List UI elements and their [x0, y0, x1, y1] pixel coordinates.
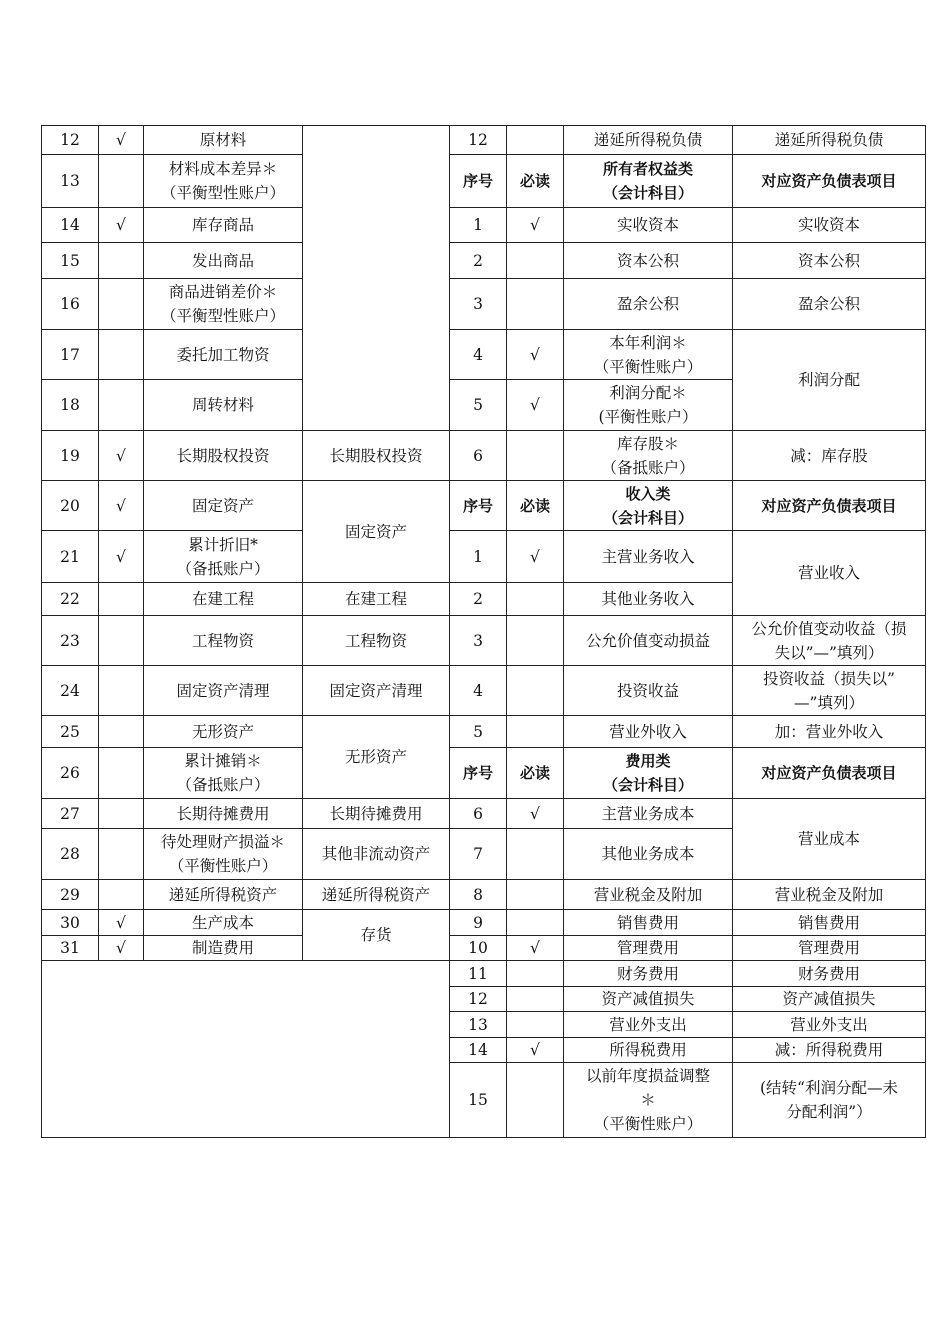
left-bs: 工程物资: [303, 616, 450, 666]
right-no: 7: [450, 829, 507, 880]
table-row: [42, 279, 926, 330]
right-no: 11: [450, 961, 507, 987]
right-name: 其他业务收入: [564, 583, 733, 616]
accounts-table-wrapper: [41, 125, 926, 1138]
left-no: 26: [42, 748, 99, 799]
right-mark: [507, 583, 564, 616]
right-no: 12: [450, 126, 507, 155]
left-no: 21: [42, 531, 99, 583]
right-mark: [507, 616, 564, 666]
left-mark: [99, 616, 144, 666]
left-mark: √: [99, 936, 144, 961]
left-name: 在建工程: [144, 583, 303, 616]
left-name: 待处理财产损溢＊ （平衡性账户）: [144, 829, 303, 880]
left-name: 材料成本差异＊ （平衡型性账户）: [144, 155, 303, 208]
left-no: 24: [42, 666, 99, 716]
left-mark: √: [99, 531, 144, 583]
right-bs: 管理费用: [733, 936, 926, 961]
table-row: [42, 531, 926, 583]
table-row: [42, 666, 926, 716]
right-bs: 营业税金及附加: [733, 880, 926, 910]
right-bs: 加：营业外收入: [733, 716, 926, 748]
left-name: 库存商品: [144, 208, 303, 243]
table-row: [42, 961, 926, 987]
left-mark: √: [99, 126, 144, 155]
left-bs: 长期待摊费用: [303, 799, 450, 829]
header-bs-item: 对应资产负债表项目: [733, 481, 926, 531]
right-bs: 资本公积: [733, 243, 926, 279]
left-mark: [99, 799, 144, 829]
left-mark: √: [99, 431, 144, 481]
left-no: 13: [42, 155, 99, 208]
left-no: 15: [42, 243, 99, 279]
right-bs-profit-distribution: 利润分配: [733, 330, 926, 431]
left-mark: √: [99, 481, 144, 531]
left-name: 累计折旧* （备抵账户）: [144, 531, 303, 583]
left-name: 原材料: [144, 126, 303, 155]
left-name: 递延所得税资产: [144, 880, 303, 910]
left-name: 周转材料: [144, 380, 303, 431]
right-bs: 实收资本: [733, 208, 926, 243]
right-name: 盈余公积: [564, 279, 733, 330]
header-required: 必读: [507, 748, 564, 799]
right-mark: √: [507, 531, 564, 583]
right-name: 所得税费用: [564, 1038, 733, 1063]
right-no: 5: [450, 716, 507, 748]
right-name: 实收资本: [564, 208, 733, 243]
table-row: [42, 880, 926, 910]
right-no: 6: [450, 431, 507, 481]
right-name: 资本公积: [564, 243, 733, 279]
left-name: 固定资产: [144, 481, 303, 531]
right-mark: [507, 716, 564, 748]
table-row: [42, 330, 926, 380]
left-name: 累计摊销＊ （备抵账户）: [144, 748, 303, 799]
left-mark: [99, 243, 144, 279]
left-name: 长期股权投资: [144, 431, 303, 481]
right-mark: [507, 279, 564, 330]
left-bs-inventory-group: [303, 126, 450, 431]
left-bs-intangible: 无形资产: [303, 716, 450, 799]
right-no: 9: [450, 910, 507, 936]
right-mark: [507, 243, 564, 279]
left-no: 16: [42, 279, 99, 330]
right-name: 本年利润＊ （平衡性账户）: [564, 330, 733, 380]
right-bs: 投资收益（损失以” —”填列）: [733, 666, 926, 716]
right-mark: √: [507, 936, 564, 961]
header-seq: 序号: [450, 481, 507, 531]
right-no: 2: [450, 243, 507, 279]
left-mark: √: [99, 910, 144, 936]
table-row: [42, 126, 926, 155]
right-no: 12: [450, 987, 507, 1012]
right-no: 15: [450, 1063, 507, 1138]
right-bs: (结转“利润分配—未 分配利润”）: [733, 1063, 926, 1138]
left-name: 无形资产: [144, 716, 303, 748]
right-name: 其他业务成本: [564, 829, 733, 880]
left-no: 28: [42, 829, 99, 880]
right-mark: [507, 829, 564, 880]
left-name: 商品进销差价＊ （平衡型性账户）: [144, 279, 303, 330]
left-no: 18: [42, 380, 99, 431]
left-name: 委托加工物资: [144, 330, 303, 380]
left-mark: [99, 666, 144, 716]
right-no: 8: [450, 880, 507, 910]
right-mark: [507, 987, 564, 1012]
left-no: 22: [42, 583, 99, 616]
header-bs-item: 对应资产负债表项目: [733, 155, 926, 208]
right-bs: 资产减值损失: [733, 987, 926, 1012]
right-mark: [507, 126, 564, 155]
right-bs: 减：所得税费用: [733, 1038, 926, 1063]
right-bs: 公允价值变动收益（损 失以”—”填列）: [733, 616, 926, 666]
right-no: 2: [450, 583, 507, 616]
left-no: 30: [42, 910, 99, 936]
table-row: [42, 208, 926, 243]
right-name: 管理费用: [564, 936, 733, 961]
right-no: 13: [450, 1012, 507, 1038]
right-name: 主营业务收入: [564, 531, 733, 583]
right-bs-cost: 营业成本: [733, 799, 926, 880]
right-name: 资产减值损失: [564, 987, 733, 1012]
right-name: 以前年度损益调整 ＊ （平衡性账户）: [564, 1063, 733, 1138]
left-mark: [99, 583, 144, 616]
left-empty-area: [42, 961, 450, 1138]
right-name: 利润分配＊ (平衡性账户）: [564, 380, 733, 431]
right-bs: 盈余公积: [733, 279, 926, 330]
table-row: [42, 716, 926, 748]
table-row: [42, 155, 926, 208]
left-mark: [99, 330, 144, 380]
right-name: 销售费用: [564, 910, 733, 936]
table-row: [42, 616, 926, 666]
right-mark: [507, 666, 564, 716]
header-equity-category: 所有者权益类 （会计科目）: [564, 155, 733, 208]
left-no: 12: [42, 126, 99, 155]
left-name: 生产成本: [144, 910, 303, 936]
left-mark: [99, 380, 144, 431]
right-mark: [507, 961, 564, 987]
right-no: 10: [450, 936, 507, 961]
left-bs: 固定资产清理: [303, 666, 450, 716]
left-mark: [99, 279, 144, 330]
header-seq: 序号: [450, 155, 507, 208]
right-name: 递延所得税负债: [564, 126, 733, 155]
right-name: 公允价值变动损益: [564, 616, 733, 666]
left-no: 19: [42, 431, 99, 481]
left-bs: 其他非流动资产: [303, 829, 450, 880]
left-no: 14: [42, 208, 99, 243]
accounts-table: [41, 125, 926, 1138]
left-no: 31: [42, 936, 99, 961]
left-bs: 在建工程: [303, 583, 450, 616]
header-required: 必读: [507, 155, 564, 208]
right-no: 14: [450, 1038, 507, 1063]
table-row: [42, 481, 926, 531]
right-name: 营业外支出: [564, 1012, 733, 1038]
right-mark: [507, 910, 564, 936]
right-bs: 递延所得税负债: [733, 126, 926, 155]
right-no: 5: [450, 380, 507, 431]
table-row: [42, 799, 926, 829]
right-no: 3: [450, 279, 507, 330]
left-mark: [99, 155, 144, 208]
right-name: 库存股＊ （备抵账户）: [564, 431, 733, 481]
left-mark: √: [99, 208, 144, 243]
left-bs-inventory: 存货: [303, 910, 450, 961]
header-required: 必读: [507, 481, 564, 531]
header-income-category: 收入类 （会计科目）: [564, 481, 733, 531]
right-mark: √: [507, 208, 564, 243]
left-no: 20: [42, 481, 99, 531]
left-mark: [99, 716, 144, 748]
left-name: 工程物资: [144, 616, 303, 666]
left-no: 25: [42, 716, 99, 748]
table-row: [42, 748, 926, 799]
left-no: 29: [42, 880, 99, 910]
right-mark: [507, 431, 564, 481]
table-row: [42, 910, 926, 936]
right-no: 1: [450, 208, 507, 243]
right-bs: 减：库存股: [733, 431, 926, 481]
right-name: 主营业务成本: [564, 799, 733, 829]
right-name: 财务费用: [564, 961, 733, 987]
right-name: 营业税金及附加: [564, 880, 733, 910]
left-bs-fixed-assets: 固定资产: [303, 481, 450, 583]
left-name: 固定资产清理: [144, 666, 303, 716]
right-bs: 销售费用: [733, 910, 926, 936]
right-no: 3: [450, 616, 507, 666]
header-expense-category: 费用类 （会计科目）: [564, 748, 733, 799]
right-mark: √: [507, 330, 564, 380]
right-mark: [507, 1012, 564, 1038]
left-name: 制造费用: [144, 936, 303, 961]
right-name: 投资收益: [564, 666, 733, 716]
left-bs: 长期股权投资: [303, 431, 450, 481]
left-no: 27: [42, 799, 99, 829]
right-no: 6: [450, 799, 507, 829]
left-no: 17: [42, 330, 99, 380]
table-row: [42, 936, 926, 961]
table-row: [42, 243, 926, 279]
left-mark: [99, 880, 144, 910]
table-row: [42, 431, 926, 481]
right-name: 营业外收入: [564, 716, 733, 748]
right-no: 4: [450, 666, 507, 716]
right-no: 4: [450, 330, 507, 380]
left-no: 23: [42, 616, 99, 666]
right-mark: [507, 880, 564, 910]
right-mark: √: [507, 799, 564, 829]
header-bs-item: 对应资产负债表项目: [733, 748, 926, 799]
left-mark: [99, 748, 144, 799]
left-mark: [99, 829, 144, 880]
right-bs: 财务费用: [733, 961, 926, 987]
left-name: 发出商品: [144, 243, 303, 279]
left-name: 长期待摊费用: [144, 799, 303, 829]
right-mark: √: [507, 380, 564, 431]
header-seq: 序号: [450, 748, 507, 799]
left-bs: 递延所得税资产: [303, 880, 450, 910]
right-no: 1: [450, 531, 507, 583]
right-mark: [507, 1063, 564, 1138]
right-mark: √: [507, 1038, 564, 1063]
right-bs-revenue: 营业收入: [733, 531, 926, 616]
right-bs: 营业外支出: [733, 1012, 926, 1038]
